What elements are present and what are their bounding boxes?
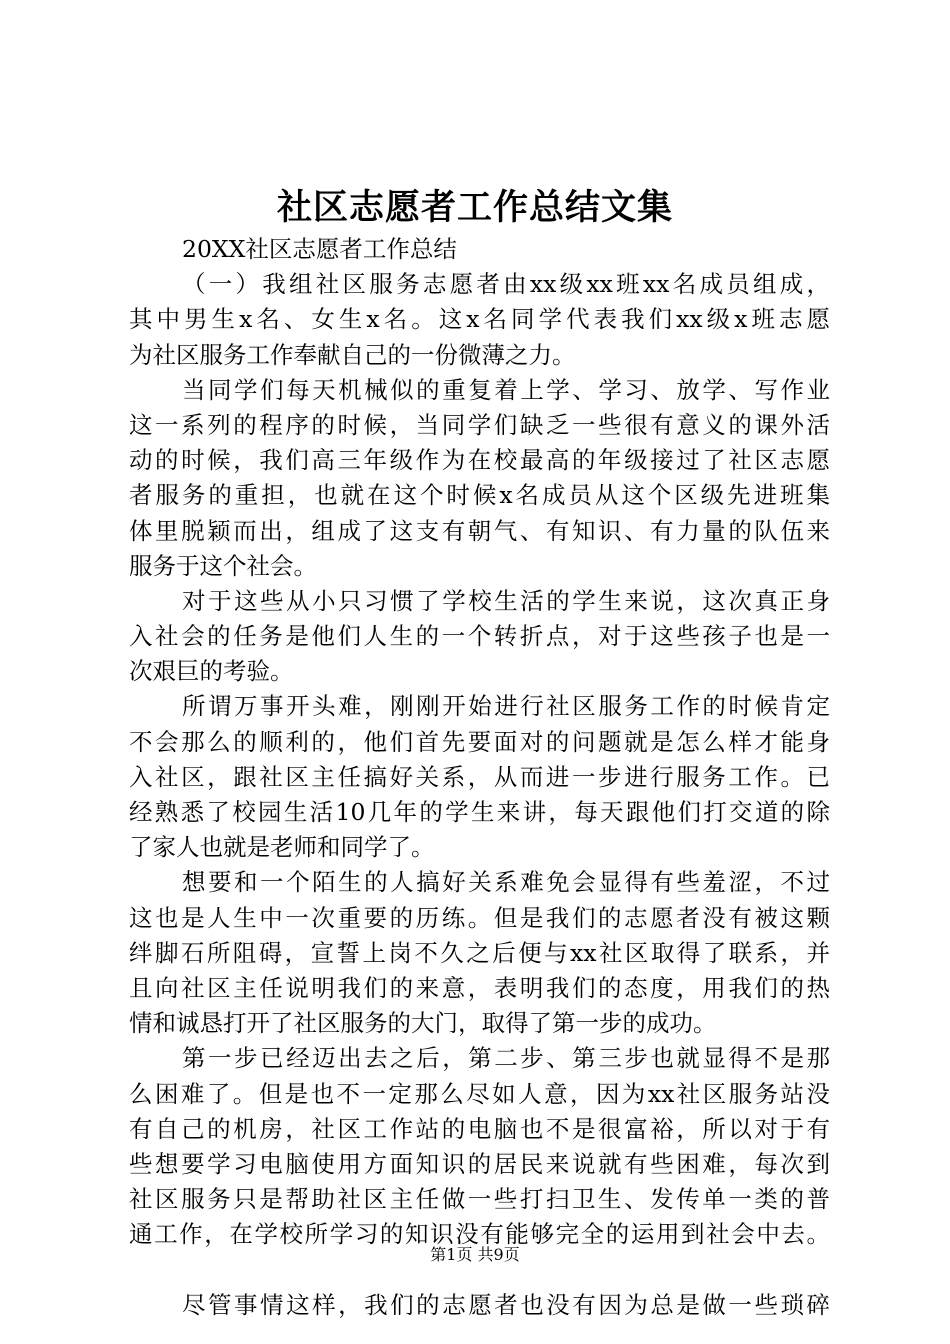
paragraph-line: 所谓万事开头难，刚刚开始进行社区服务工作的时候肯定 bbox=[182, 692, 830, 721]
paragraph-line: 有自己的机房，社区工作站的电脑也不是很富裕，所以对于有 bbox=[129, 1114, 830, 1143]
paragraph-line: 绊脚石所阻碍，宣誓上岗不久之后便与xx社区取得了联系，并 bbox=[129, 938, 830, 967]
document-body bbox=[129, 232, 830, 1323]
paragraph-line: 通工作，在学校所学习的知识没有能够完全的运用到社会中去。 bbox=[129, 1220, 830, 1249]
paragraph-line: 者服务的重担，也就在这个时候x名成员从这个区级先进班集 bbox=[129, 481, 830, 510]
paragraph-line: 情和诚恳打开了社区服务的大门，取得了第一步的成功。 bbox=[129, 1009, 717, 1038]
paragraph-line: 尽管事情这样，我们的志愿者也没有因为总是做一些琐碎 bbox=[182, 1290, 830, 1319]
paragraph-line: （一）我组社区服务志愿者由xx级xx班xx名成员组成， bbox=[182, 270, 830, 299]
paragraph-line: 些想要学习电脑使用方面知识的居民来说就有些困难，每次到 bbox=[129, 1149, 830, 1178]
paragraph-line: 想要和一个陌生的人搞好关系难免会显得有些羞涩，不过 bbox=[182, 868, 830, 897]
page-footer: 第1页 共9页 bbox=[430, 1245, 520, 1264]
paragraph-line: 经熟悉了校园生活10几年的学生来讲，每天跟他们打交道的除 bbox=[129, 798, 830, 826]
paragraph-line: 为社区服务工作奉献自己的一份微薄之力。 bbox=[129, 340, 576, 369]
paragraph-line: 体里脱颖而出，组成了这支有朝气、有知识、有力量的队伍来 bbox=[129, 516, 830, 545]
paragraph-line: 服务于这个社会。 bbox=[129, 551, 317, 580]
paragraph-line: 社区服务只是帮助社区主任做一些打扫卫生、发传单一类的普 bbox=[129, 1185, 830, 1214]
document-title: 社区志愿者工作总结文集 bbox=[276, 187, 673, 228]
paragraph-line: 当同学们每天机械似的重复着上学、学习、放学、写作业 bbox=[182, 375, 830, 404]
paragraph-line: 了家人也就是老师和同学了。 bbox=[129, 833, 435, 862]
document-subtitle: 20XX社区志愿者工作总结 bbox=[182, 235, 457, 263]
paragraph-line: 么困难了。但是也不一定那么尽如人意，因为xx社区服务站没 bbox=[129, 1079, 830, 1108]
paragraph-line: 不会那么的顺利的，他们首先要面对的问题就是怎么样才能身 bbox=[129, 727, 830, 756]
paragraph-line: 且向社区主任说明我们的来意，表明我们的态度，用我们的热 bbox=[129, 973, 830, 1002]
paragraph-line: 入社会的任务是他们人生的一个转折点，对于这些孩子也是一 bbox=[129, 622, 830, 651]
paragraph-line: 动的时候，我们高三年级作为在校最高的年级接过了社区志愿 bbox=[129, 446, 830, 475]
paragraph-line: 入社区，跟社区主任搞好关系，从而进一步进行服务工作。已 bbox=[129, 762, 830, 791]
paragraph-line: 这也是人生中一次重要的历练。但是我们的志愿者没有被这颗 bbox=[129, 903, 830, 932]
paragraph-line: 这一系列的程序的时候，当同学们缺乏一些很有意义的课外活 bbox=[129, 410, 830, 439]
paragraph-line: 次艰巨的考验。 bbox=[129, 657, 294, 686]
paragraph-line: 对于这些从小只习惯了学校生活的学生来说，这次真正身 bbox=[182, 586, 830, 615]
paragraph-line: 第一步已经迈出去之后，第二步、第三步也就显得不是那 bbox=[182, 1044, 830, 1073]
paragraph-line: 其中男生x名、女生x名。这x名同学代表我们xx级x班志愿 bbox=[129, 305, 830, 334]
